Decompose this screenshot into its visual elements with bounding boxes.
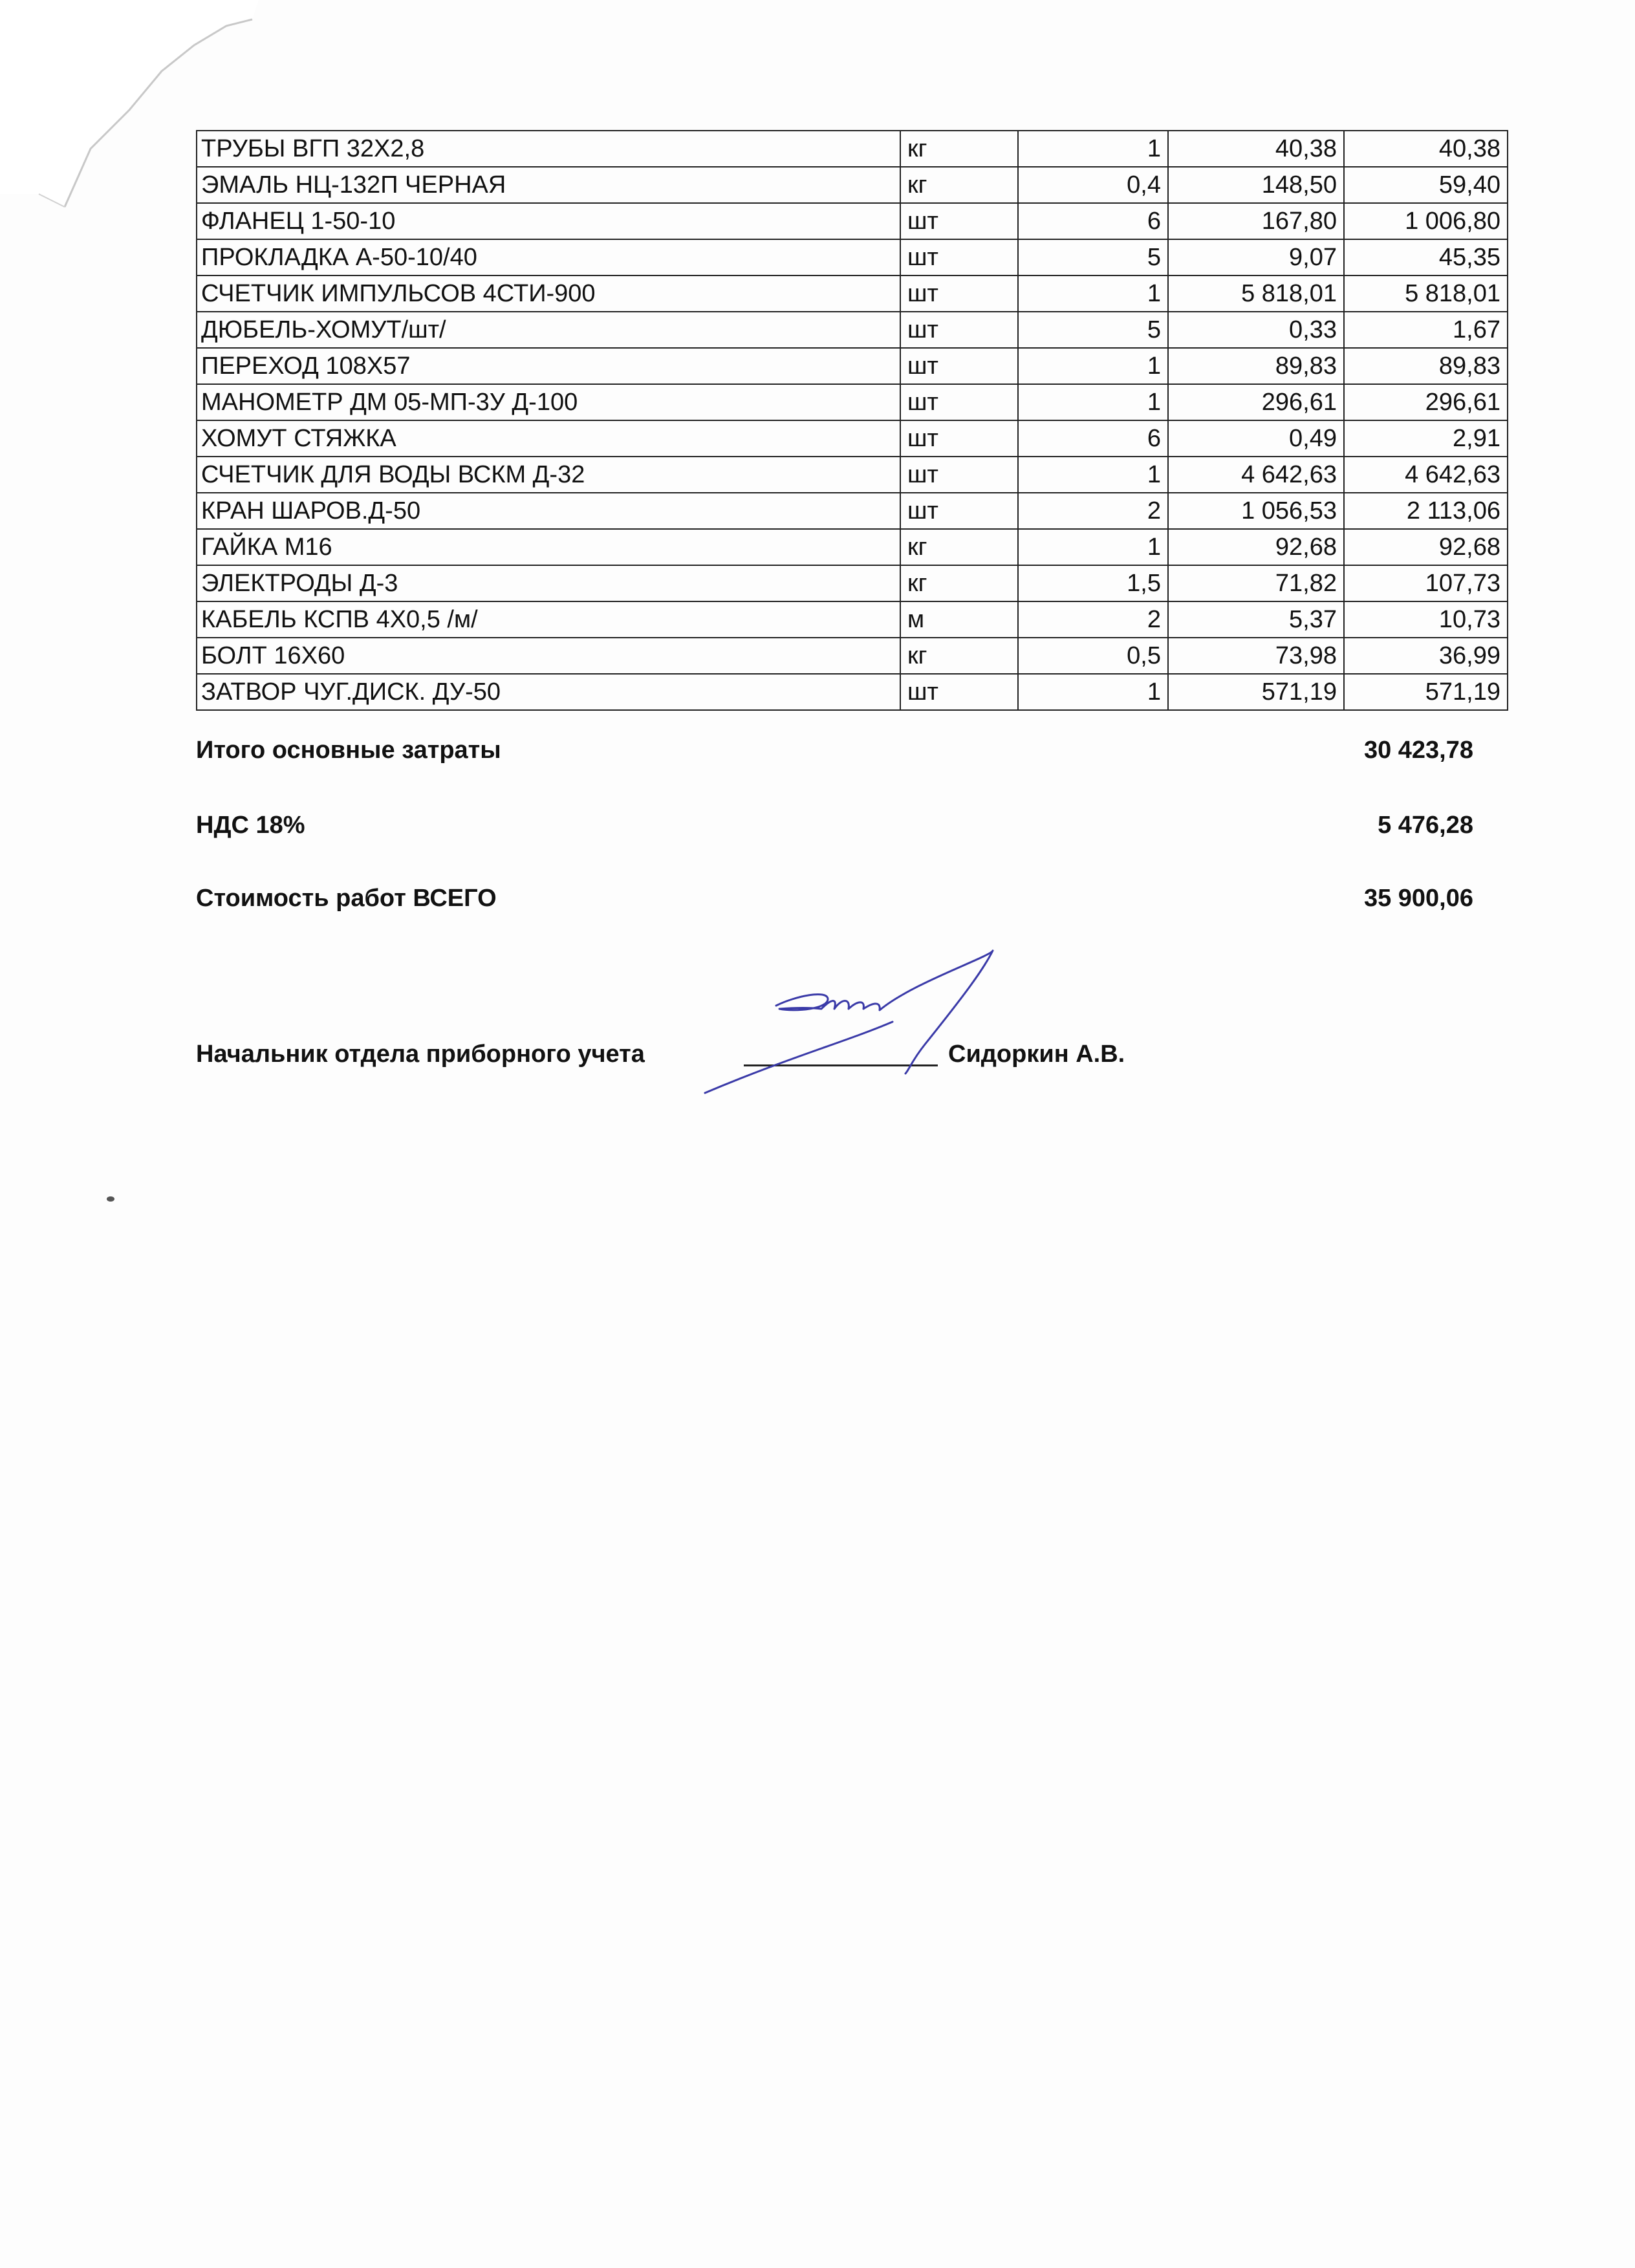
- cell-sum: 1,67: [1344, 312, 1508, 348]
- cell-qty: 1: [1018, 275, 1168, 312]
- vat-value: 5 476,28: [1378, 812, 1473, 839]
- cell-qty: 5: [1018, 312, 1168, 348]
- table-row: [197, 565, 1508, 601]
- cell-unit: кг: [900, 638, 1018, 674]
- cell-name: ХОМУТ СТЯЖКА: [197, 420, 900, 457]
- cell-name: КАБЕЛЬ КСПВ 4Х0,5 /м/: [197, 601, 900, 638]
- cell-name: ПЕРЕХОД 108Х57: [197, 348, 900, 384]
- cell-unit: шт: [900, 420, 1018, 457]
- cell-qty: 1: [1018, 384, 1168, 420]
- table-row: [197, 493, 1508, 529]
- grand-total-row: [196, 880, 1477, 916]
- table-row: [197, 420, 1508, 457]
- cell-sum: 2 113,06: [1344, 493, 1508, 529]
- cell-name: ФЛАНЕЦ 1-50-10: [197, 203, 900, 239]
- table-row: [197, 529, 1508, 565]
- cell-price: 71,82: [1168, 565, 1344, 601]
- total-main-row: [196, 732, 1477, 768]
- cell-sum: 92,68: [1344, 529, 1508, 565]
- cell-qty: 1: [1018, 348, 1168, 384]
- cell-price: 296,61: [1168, 384, 1344, 420]
- cell-unit: шт: [900, 384, 1018, 420]
- grand-total-value: 35 900,06: [1363, 885, 1473, 912]
- cell-name: ЭЛЕКТРОДЫ Д-3: [197, 565, 900, 601]
- cell-unit: кг: [900, 565, 1018, 601]
- cell-price: 571,19: [1168, 674, 1344, 710]
- cell-unit: шт: [900, 203, 1018, 239]
- table-row: [197, 203, 1508, 239]
- cell-price: 92,68: [1168, 529, 1344, 565]
- cell-sum: 36,99: [1344, 638, 1508, 674]
- total-main-label: Итого основные затраты: [196, 737, 501, 764]
- table-row: [197, 312, 1508, 348]
- cell-qty: 1: [1018, 674, 1168, 710]
- cell-unit: шт: [900, 312, 1018, 348]
- cell-name: ЭМАЛЬ НЦ-132П ЧЕРНАЯ: [197, 167, 900, 203]
- table-row: [197, 601, 1508, 638]
- cell-qty: 0,5: [1018, 638, 1168, 674]
- cell-name: МАНОМЕТР ДМ 05-МП-3У Д-100: [197, 384, 900, 420]
- handwritten-signature: [698, 944, 1009, 1112]
- cell-sum: 89,83: [1344, 348, 1508, 384]
- cell-qty: 2: [1018, 601, 1168, 638]
- cell-sum: 40,38: [1344, 131, 1508, 167]
- cell-qty: 6: [1018, 203, 1168, 239]
- cell-sum: 296,61: [1344, 384, 1508, 420]
- cell-name: ДЮБЕЛЬ-ХОМУТ/шт/: [197, 312, 900, 348]
- cell-qty: 5: [1018, 239, 1168, 275]
- cell-qty: 2: [1018, 493, 1168, 529]
- cell-name: ТРУБЫ ВГП 32Х2,8: [197, 131, 900, 167]
- cell-sum: 45,35: [1344, 239, 1508, 275]
- cell-unit: шт: [900, 674, 1018, 710]
- cell-price: 5 818,01: [1168, 275, 1344, 312]
- cell-unit: кг: [900, 529, 1018, 565]
- cell-price: 0,33: [1168, 312, 1344, 348]
- cell-unit: шт: [900, 239, 1018, 275]
- table-row: [197, 131, 1508, 167]
- cell-price: 5,37: [1168, 601, 1344, 638]
- cell-name: СЧЕТЧИК ДЛЯ ВОДЫ ВСКМ Д-32: [197, 457, 900, 493]
- table-row: [197, 239, 1508, 275]
- cell-qty: 1,5: [1018, 565, 1168, 601]
- cell-qty: 1: [1018, 457, 1168, 493]
- cell-unit: шт: [900, 275, 1018, 312]
- cell-price: 148,50: [1168, 167, 1344, 203]
- cell-unit: шт: [900, 457, 1018, 493]
- cell-sum: 571,19: [1344, 674, 1508, 710]
- cell-name: ГАЙКА М16: [197, 529, 900, 565]
- table-row: [197, 275, 1508, 312]
- cell-unit: шт: [900, 493, 1018, 529]
- cell-qty: 6: [1018, 420, 1168, 457]
- table-row: [197, 384, 1508, 420]
- cell-unit: кг: [900, 167, 1018, 203]
- cell-sum: 107,73: [1344, 565, 1508, 601]
- cell-price: 167,80: [1168, 203, 1344, 239]
- scan-speck: [107, 1196, 114, 1202]
- cell-price: 40,38: [1168, 131, 1344, 167]
- materials-table-body: [197, 131, 1508, 710]
- cell-qty: 1: [1018, 131, 1168, 167]
- cell-sum: 1 006,80: [1344, 203, 1508, 239]
- signer-position: Начальник отдела приборного учета: [196, 1041, 645, 1068]
- cell-unit: шт: [900, 348, 1018, 384]
- table-row: [197, 348, 1508, 384]
- vat-label: НДС 18%: [196, 812, 305, 839]
- table-row: [197, 674, 1508, 710]
- vat-row: [196, 807, 1477, 843]
- cell-sum: 4 642,63: [1344, 457, 1508, 493]
- cell-name: БОЛТ 16Х60: [197, 638, 900, 674]
- cell-price: 73,98: [1168, 638, 1344, 674]
- cell-name: СЧЕТЧИК ИМПУЛЬСОВ 4СТИ-900: [197, 275, 900, 312]
- cell-name: КРАН ШАРОВ.Д-50: [197, 493, 900, 529]
- table-row: [197, 167, 1508, 203]
- total-main-value: 30 423,78: [1363, 737, 1473, 764]
- cell-unit: м: [900, 601, 1018, 638]
- cell-sum: 2,91: [1344, 420, 1508, 457]
- cell-price: 1 056,53: [1168, 493, 1344, 529]
- cell-unit: кг: [900, 131, 1018, 167]
- cell-qty: 1: [1018, 529, 1168, 565]
- materials-table: [196, 130, 1508, 711]
- cell-sum: 59,40: [1344, 167, 1508, 203]
- cell-name: ЗАТВОР ЧУГ.ДИСК. ДУ-50: [197, 674, 900, 710]
- grand-total-label: Стоимость работ ВСЕГО: [196, 885, 497, 912]
- cell-sum: 10,73: [1344, 601, 1508, 638]
- cell-price: 9,07: [1168, 239, 1344, 275]
- signer-name: Сидоркин А.В.: [948, 1041, 1125, 1068]
- cell-sum: 5 818,01: [1344, 275, 1508, 312]
- cell-price: 0,49: [1168, 420, 1344, 457]
- cell-qty: 0,4: [1018, 167, 1168, 203]
- cell-price: 4 642,63: [1168, 457, 1344, 493]
- table-row: [197, 638, 1508, 674]
- cell-price: 89,83: [1168, 348, 1344, 384]
- table-row: [197, 457, 1508, 493]
- cell-name: ПРОКЛАДКА А-50-10/40: [197, 239, 900, 275]
